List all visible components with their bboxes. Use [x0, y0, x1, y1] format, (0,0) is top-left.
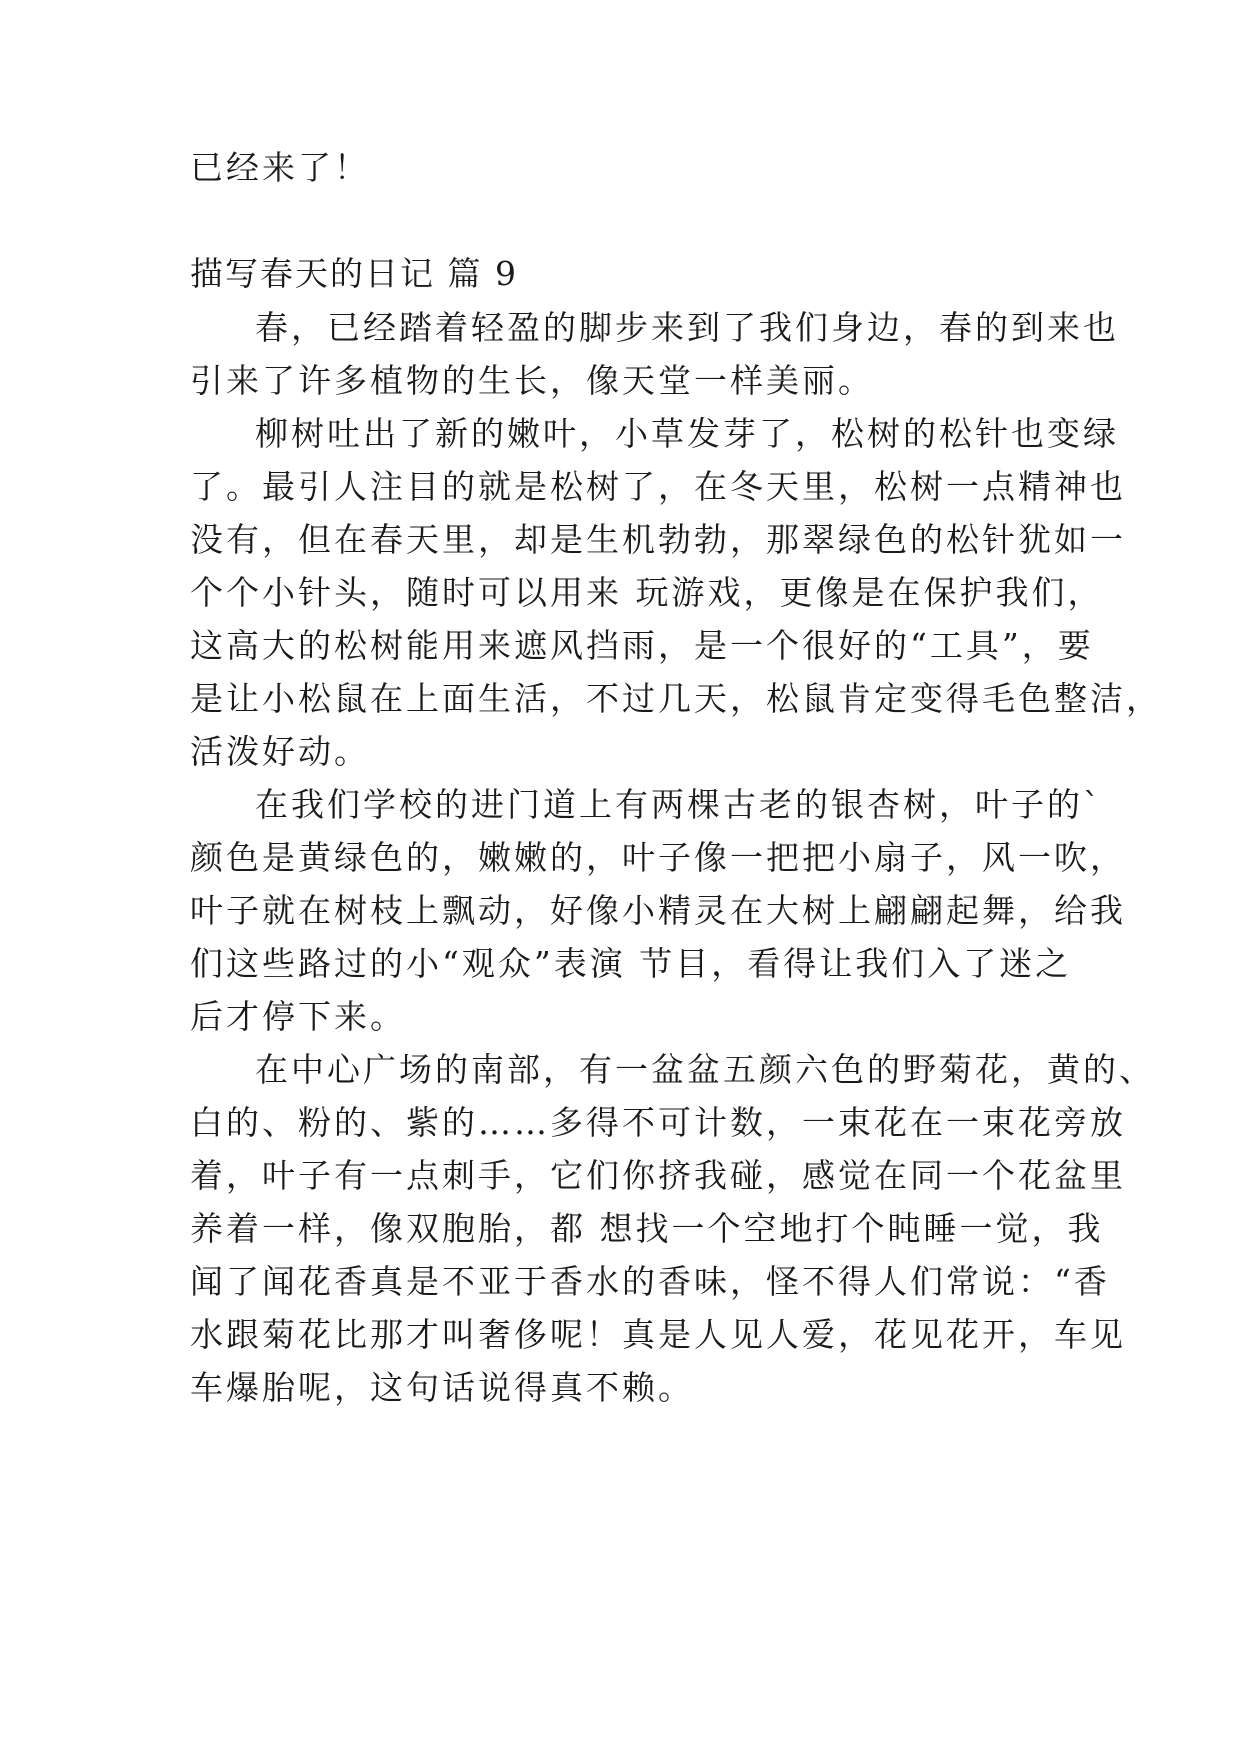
paragraph-2-line-7: 活泼好动。 — [190, 732, 370, 771]
lead-line: 已经来了！ — [190, 148, 370, 187]
paragraph-2-line-4: 个个小针头，随时可以用来 玩游戏，更像是在保护我们， — [190, 573, 1104, 612]
paragraph-4-line-7: 车爆胎呢，这句话说得真不赖。 — [190, 1368, 694, 1407]
paragraph-2-line-2: 了。最引人注目的就是松树了，在冬天里，松树一点精神也 — [190, 467, 1126, 506]
paragraph-2-line-5: 这高大的松树能用来遮风挡雨，是一个很好的“工具”，要 — [190, 626, 1094, 665]
paragraph-3-line-2: 颜色是黄绿色的，嫩嫩的，叶子像一把把小扇子，风一吹， — [190, 838, 1126, 877]
paragraph-3-line-4: 们这些路过的小“观众”表演 节目，看得让我们入了迷之 — [190, 944, 1072, 983]
paragraph-4-line-4: 养着一样，像双胞胎，都 想找一个空地打个盹睡一觉，我 — [190, 1209, 1104, 1248]
paragraph-4-line-1: 在中心广场的南部，有一盆盆五颜六色的野菊花，黄的、 — [255, 1050, 1155, 1089]
paragraph-1-line-2: 引来了许多植物的生长，像天堂一样美丽。 — [190, 361, 874, 400]
paragraph-4-line-5: 闻了闻花香真是不亚于香水的香味，怪不得人们常说：“香 — [190, 1262, 1110, 1301]
paragraph-2-line-6: 是让小松鼠在上面生活，不过几天，松鼠肯定变得毛色整洁， — [190, 679, 1162, 718]
paragraph-4-line-2: 白的、粉的、紫的……多得不可计数，一束花在一束花旁放 — [190, 1103, 1126, 1142]
paragraph-3-line-1: 在我们学校的进门道上有两棵古老的银杏树，叶子的` — [255, 785, 1103, 824]
paragraph-4-line-3: 着，叶子有一点刺手，它们你挤我碰，感觉在同一个花盆里 — [190, 1156, 1126, 1195]
paragraph-1-line-1: 春，已经踏着轻盈的脚步来到了我们身边，春的到来也 — [255, 308, 1119, 347]
paragraph-2-line-3: 没有，但在春天里，却是生机勃勃，那翠绿色的松针犹如一 — [190, 520, 1126, 559]
section-heading: 描写春天的日记 篇 9 — [190, 254, 518, 293]
paragraph-4-line-6: 水跟菊花比那才叫奢侈呢！真是人见人爱，花见花开，车见 — [190, 1315, 1126, 1354]
paragraph-3-line-3: 叶子就在树枝上飘动，好像小精灵在大树上翩翩起舞，给我 — [190, 891, 1126, 930]
paragraph-3-line-5: 后才停下来。 — [190, 997, 406, 1036]
paragraph-2-line-1: 柳树吐出了新的嫩叶，小草发芽了，松树的松针也变绿 — [255, 414, 1119, 453]
